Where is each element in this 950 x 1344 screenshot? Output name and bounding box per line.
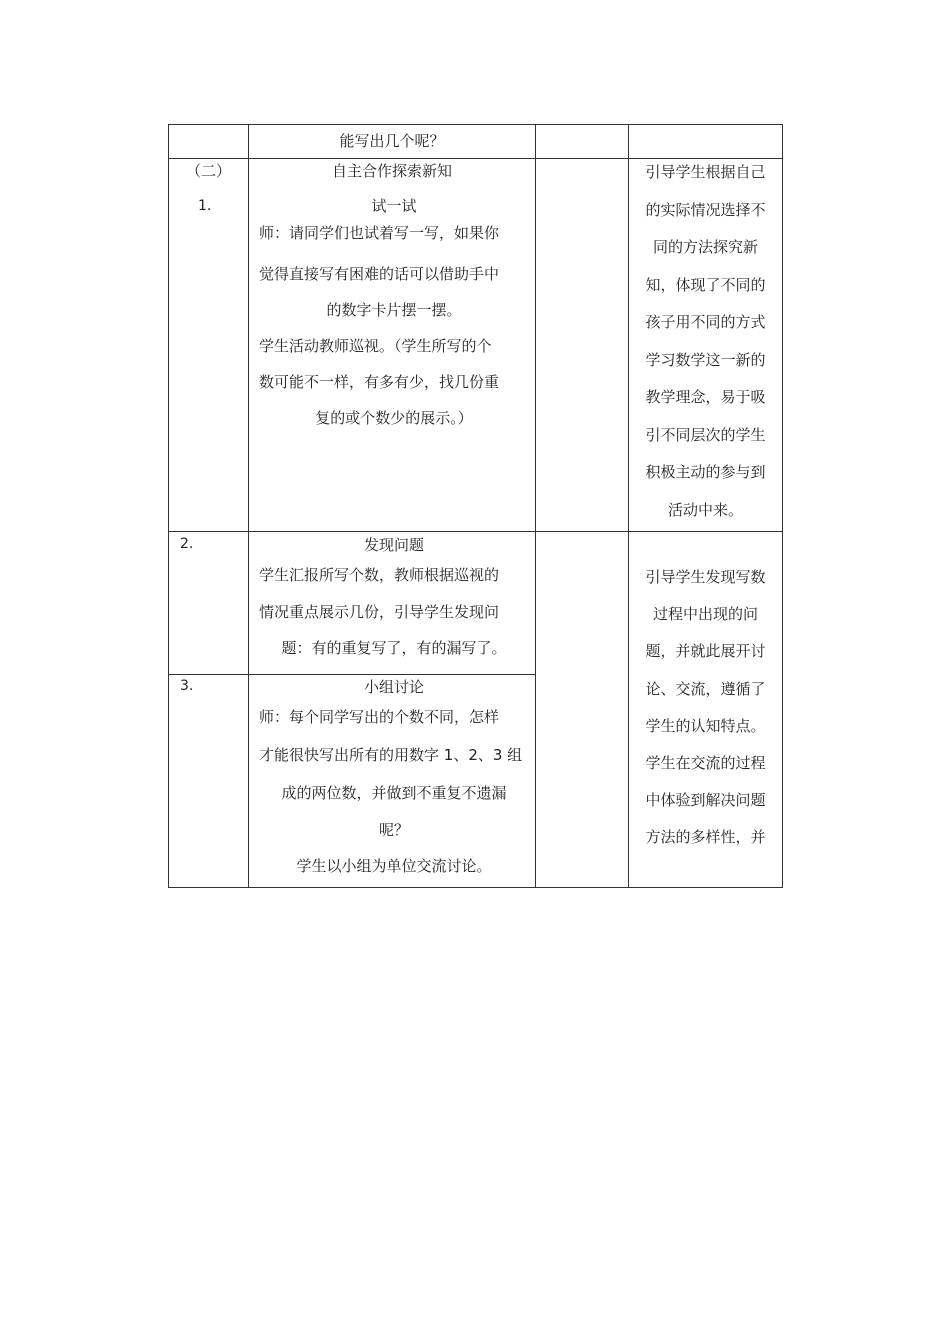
row1-intent-cell	[629, 154, 782, 529]
row2-content-cell	[259, 534, 529, 666]
table-border-bottom	[168, 887, 783, 888]
table-row-divider-2	[168, 531, 783, 532]
row1-item-number: 1.	[198, 198, 212, 214]
row0-content-line-1: 能写出几个呢？	[339, 132, 445, 150]
row1-content-cell	[249, 160, 535, 182]
row23-intent-line-7: 中体验到解决问题	[645, 791, 766, 810]
row23-intent-cell	[629, 559, 782, 857]
row2-line-4: 题：有的重复写了，有的漏写了。	[281, 639, 507, 657]
row1-line-5: 的数字卡片摆一摆。	[326, 301, 462, 319]
row2-item-number: 2.	[180, 536, 194, 552]
table-col-divider-2	[535, 124, 536, 888]
row23-intent-line-5: 学生的认知特点。	[645, 716, 766, 735]
row23-intent-line-3: 题，并就此展开讨	[645, 642, 766, 661]
row1-section-label	[169, 160, 248, 182]
row1-intent-line-10: 活动中来。	[667, 500, 743, 519]
row3-line-4: 成的两位数，并做到不重复不遗漏	[281, 784, 507, 802]
row1-intent-line-5: 孩子用不同的方式	[645, 313, 766, 331]
row1-intent-line-7: 教学理念，易于吸	[645, 388, 766, 406]
row2-line-2: 学生汇报所写个数，教师根据巡视的	[259, 566, 500, 584]
row1-intent-line-4: 知，体现了不同的	[645, 275, 766, 294]
row1-line-4: 觉得直接写有困难的话可以借助手中	[259, 265, 500, 283]
table-border-right	[782, 124, 783, 888]
row1-intent-line-2: 的实际情况选择不	[645, 200, 766, 219]
row23-intent-line-6: 学生在交流的过程	[645, 754, 766, 773]
table-row-divider-3	[168, 674, 536, 675]
row23-intent-line-1: 引导学生发现写数	[645, 568, 766, 586]
row23-intent-line-4: 论、交流，遵循了	[645, 679, 766, 698]
row1-line-8: 复的或个数少的展示。）	[315, 409, 473, 427]
row1-intent-line-6: 学习数学这一新的	[645, 350, 766, 369]
section-number: （二）	[185, 162, 231, 180]
row3-item-number: 3.	[180, 678, 194, 694]
row1-intent-line-9: 积极主动的参与到	[645, 463, 766, 481]
row3-content-cell	[259, 676, 529, 884]
row3-line-5: 呢？	[378, 821, 409, 839]
row3-line-6: 学生以小组为单位交流讨论。	[296, 857, 492, 875]
row3-line-3: 才能很快写出所有的用数字 1、2、3 组	[259, 746, 523, 764]
row2-line-3: 情况重点展示几份，引导学生发现问	[259, 603, 500, 621]
row1-intent-line-1: 引导学生根据自己	[645, 163, 766, 181]
row1-intent-line-8: 引不同层次的学生	[645, 425, 766, 444]
row23-intent-line-2: 过程中出现的问	[652, 605, 758, 624]
row23-intent-line-8: 方法的多样性，并	[645, 828, 766, 847]
row1-content-body	[259, 194, 529, 436]
row0-content-cell	[249, 124, 535, 158]
row1-line-6: 学生活动教师巡视。（学生所写的个	[259, 337, 492, 355]
row1-intent-line-3: 同的方法探究新	[652, 238, 758, 256]
row3-line-2: 师：每个同学写出的个数不同，怎样	[259, 708, 500, 726]
row1-line-7: 数可能不一样，有多有少，找几份重	[259, 373, 500, 391]
lesson-table	[168, 124, 783, 888]
row1-subheading: 试一试	[371, 197, 417, 215]
row1-line-3: 师：请同学们也试着写一写，如果你	[259, 224, 500, 242]
row2-heading: 发现问题	[363, 536, 424, 554]
table-col-divider-1	[248, 124, 249, 888]
table-border-left	[168, 124, 169, 888]
row3-heading: 小组讨论	[363, 678, 424, 696]
row1-heading: 自主合作探索新知	[331, 162, 452, 180]
